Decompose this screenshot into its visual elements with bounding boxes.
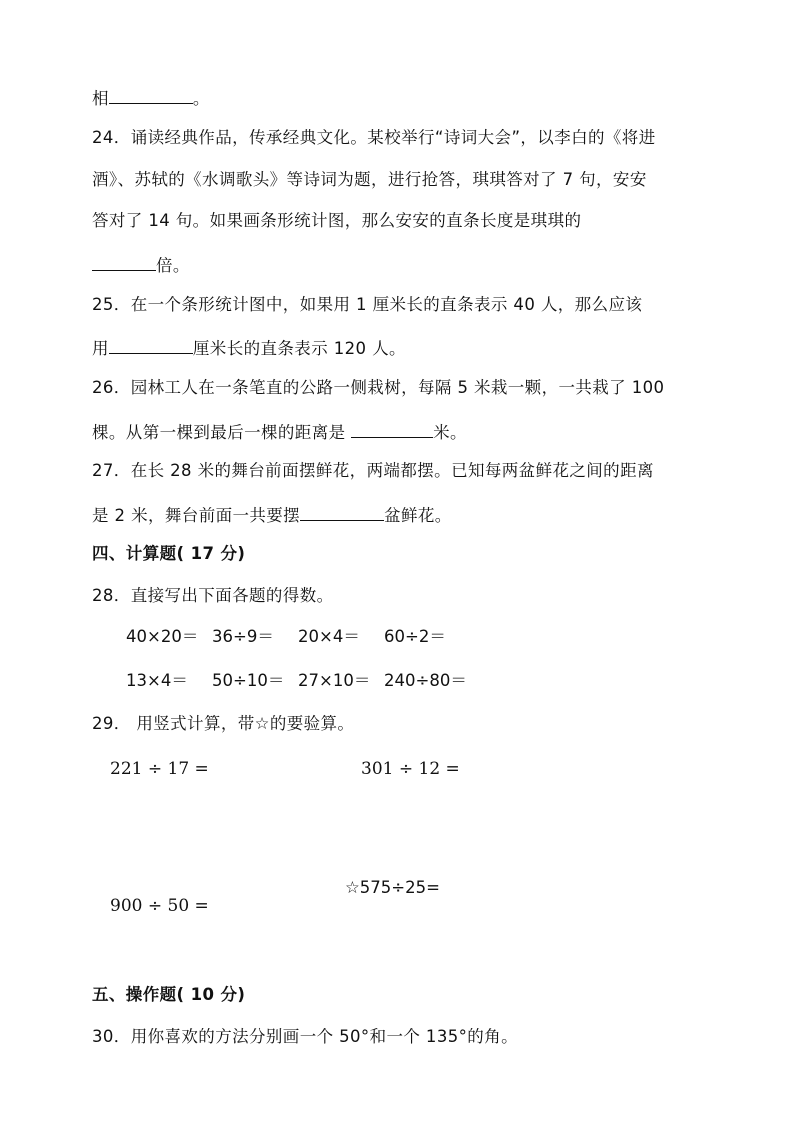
q24-answer-blank[interactable] xyxy=(92,253,156,271)
q27-line-2-post: 盆鲜花。 xyxy=(384,506,452,525)
q29-expr-1: 221 ÷ 17 = xyxy=(110,759,209,779)
section-4-title: 四、计算题( 17 分) xyxy=(92,544,246,563)
q26-line-2 xyxy=(92,420,467,443)
q29-expr-4: 900 ÷ 50 = xyxy=(110,896,209,916)
q27-answer-blank[interactable] xyxy=(300,503,384,521)
q28-item: 27×10＝ xyxy=(298,671,371,690)
q28-item: 40×20＝ xyxy=(126,627,199,646)
section-5-title: 五、操作题( 10 分) xyxy=(92,985,246,1004)
q29-expr-3: ☆575÷25= xyxy=(345,878,440,897)
q23-answer-blank[interactable] xyxy=(109,86,193,104)
q27-line-2-pre: 是 2 米，舞台前面一共要摆 xyxy=(92,506,301,525)
q28-item: 36÷9＝ xyxy=(212,627,274,646)
q28-item: 240÷80＝ xyxy=(384,671,467,690)
q28-item: 50÷10＝ xyxy=(212,671,285,690)
q24-line-3: 答对了 14 句。如果画条形统计图，那么安安的直条长度是琪琪的 xyxy=(92,211,582,230)
q24-line-2: 酒》、苏轼的《水调歌头》等诗词为题，进行抢答，琪琪答对了 7 句，安安 xyxy=(92,170,647,189)
q26-line-2-post: 米。 xyxy=(433,423,467,442)
q27-line-2 xyxy=(92,503,452,526)
q27-line-1: 27．在长 28 米的舞台前面摆鲜花，两端都摆。已知每两盆鲜花之间的距离 xyxy=(92,461,654,480)
q29-expr-2: 301 ÷ 12 = xyxy=(361,759,460,779)
q30-prompt: 30．用你喜欢的方法分别画一个 50°和一个 135°的角。 xyxy=(92,1027,518,1046)
q26-answer-blank[interactable] xyxy=(351,420,433,438)
q24-line-4-post: 倍。 xyxy=(156,256,190,275)
q23-tail-line xyxy=(92,86,210,109)
q25-line-2 xyxy=(92,336,406,359)
q28-item: 60÷2＝ xyxy=(384,627,446,646)
q25-line-1: 25．在一个条形统计图中，如果用 1 厘米长的直条表示 40 人，那么应该 xyxy=(92,295,643,314)
q23-tail-post: 。 xyxy=(192,89,210,108)
q25-answer-blank[interactable] xyxy=(109,336,193,354)
q25-line-2-post: 厘米长的直条表示 120 人。 xyxy=(192,339,406,358)
q29-prompt: 29． 用竖式计算，带☆的要验算。 xyxy=(92,714,355,733)
q24-line-1: 24．诵读经典作品，传承经典文化。某校举行“诗词大会”，以李白的《将进 xyxy=(92,128,656,147)
q28-item: 20×4＝ xyxy=(298,627,360,646)
q26-line-2-pre: 棵。从第一棵到最后一棵的距离是 xyxy=(92,423,352,442)
q25-line-2-pre: 用 xyxy=(92,339,109,358)
q28-item: 13×4＝ xyxy=(126,671,188,690)
q24-line-4 xyxy=(92,253,190,276)
q28-prompt: 28．直接写出下面各题的得数。 xyxy=(92,586,334,605)
q26-line-1: 26．园林工人在一条笔直的公路一侧栽树，每隔 5 米栽一颗，一共栽了 100 xyxy=(92,378,665,397)
q23-tail-pre: 相 xyxy=(92,89,109,108)
